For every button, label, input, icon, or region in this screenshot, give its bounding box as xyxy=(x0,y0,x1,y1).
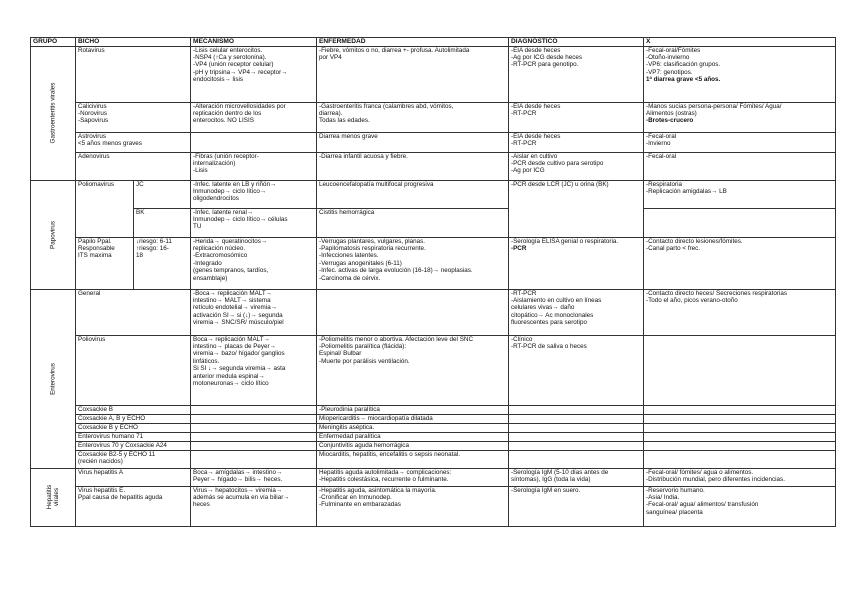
bicho-cell: Coxsackie A, B y ECHO xyxy=(76,414,191,423)
diagnostico-cell: -EIA desde heces -RT-PCR xyxy=(509,102,644,132)
diagnostico-cell: -EIA desde heces -RT-PCR xyxy=(509,132,644,152)
header-bicho: BICHO xyxy=(76,38,191,47)
mecanismo-cell xyxy=(191,423,317,432)
mecanismo-cell: -Lisis celular enterocitos. -NSP4 (↑Ca y serotonina). -VP4 (unión receptor celular) -pH y tripsina→ VP4→ receptor→ endocitosis→ lisis xyxy=(191,46,317,102)
x-cell: -Fecal-oral -Invierno xyxy=(644,132,836,152)
bicho-cell: Enterovirus 70 y Coxsackie A24 xyxy=(76,441,191,450)
sub-cell: JC xyxy=(134,180,191,208)
bicho-cell: Coxsackie B2-5 y ECHO 11 (recién nacidos) xyxy=(76,450,191,468)
enfermedad-cell: -Fiebre, vómitos o no, diarrea +- profusa. Autolimitada por VP4 xyxy=(317,46,509,102)
enfermedad-cell: Cistitis hemorrágica xyxy=(317,208,509,237)
diagnostico-cell xyxy=(509,432,644,441)
enfermedad-cell: Leucoencefalopatía multifocal progresiva xyxy=(317,180,509,208)
mecanismo-cell: -Infec. latente renal→ Inmunodep→ ciclo lítico→ células TU xyxy=(191,208,317,237)
diagnostico-cell: -Serología IgM en suero. xyxy=(509,486,644,526)
enfermedad-cell: -Verrugas plantares, vulgares, planas. -Papilomatosis respiratoria recurrente. -Infecciones latentes. -Verrugas anogenitales (6-11) -Infec. activas de larga evolución (16-18)→ neoplasias. -Carcinoma de cérvix. xyxy=(317,237,509,289)
header-x: X xyxy=(644,38,836,47)
x-cell: -Contacto directo heces/ Secreciones respiratorias -Todo el año, picos verano-otoño xyxy=(644,289,836,335)
sub-cell: ↓riesgo: 6-11 ↑riesgo: 16- 18 xyxy=(134,237,191,289)
table-row-enterovirus-71 xyxy=(31,432,836,441)
enfermedad-cell: Meningitis aséptica. xyxy=(317,423,509,432)
x-cell: -Fecal-oral/Fómites -Otoño-invierno -VP6: clasificación grupos. -VP7: genotipos. 1ª diarrea grave <5 años. xyxy=(644,46,836,102)
group-gastroenteritis: Gastroenteritis virales xyxy=(31,46,76,180)
table-row-poliomavirus-bk xyxy=(31,208,836,237)
bicho-cell: Papilo Ppal. Responsable ITS maxima xyxy=(76,237,134,289)
diagnostico-cell xyxy=(509,441,644,450)
bicho-cell: Virus hepatitis A xyxy=(76,468,191,486)
table-row-coxsackie-b xyxy=(31,405,836,414)
table-row-calicivirus xyxy=(31,102,836,132)
diagnostico-cell xyxy=(509,414,644,423)
bicho-cell: Astrovirus <5 años menos graves xyxy=(76,132,191,152)
mecanismo-cell: -Herida→ queratinocitos→ replicación núcleo. -Extracromosómico -Integrado (genes tempranos, tardíos, ensamblaje) xyxy=(191,237,317,289)
table-row-coxsackie-b25 xyxy=(31,450,836,468)
table-row-rotavirus xyxy=(31,46,836,102)
table-row-coxsackie-abe xyxy=(31,414,836,423)
header-enfermedad: ENFERMEDAD xyxy=(317,38,509,47)
group-papovirus: Papovirus xyxy=(31,180,76,289)
enfermedad-cell: Enfermedad paralítica xyxy=(317,432,509,441)
enfermedad-cell: -Diarrea infantil acuosa y fiebre. xyxy=(317,152,509,180)
mecanismo-cell xyxy=(191,405,317,414)
bicho-cell: Adenovirus xyxy=(76,152,191,180)
diagnostico-cell: -EIA desde heces -Ag por ICG desde heces -RT-PCR para genotipo. xyxy=(509,46,644,102)
diagnostico-cell xyxy=(509,450,644,468)
x-cell xyxy=(644,335,836,405)
table-row-enterovirus-70 xyxy=(31,441,836,450)
mecanismo-cell: -Fibras (unión receptor- internalización) -Lisis xyxy=(191,152,317,180)
mecanismo-cell: -Boca→ replicación MALT→ intestino→ MALT→ sistema retículo endotelial→ viremia→ activación SI→ si (↓)→ segunda viremia→ SNC/SR/ músculo/piel xyxy=(191,289,317,335)
mecanismo-cell xyxy=(191,432,317,441)
bicho-cell: Coxsackie B xyxy=(76,405,191,414)
bicho-cell: Coxsackie B y ECHO xyxy=(76,423,191,432)
x-cell xyxy=(644,405,836,414)
mecanismo-cell: -Alteración microvellosidades por replicación dentro de los enterocitos. NO LISIS xyxy=(191,102,317,132)
mecanismo-cell xyxy=(191,414,317,423)
x-cell: -Fecal-oral/ fómites/ agua o alimentos. -Distribución mundial, pero diferentes incidencias. xyxy=(644,468,836,486)
x-cell: -Manos sucias persona-persona/ Fómites/ Agua/ Alimentos (ostras) -Brotes-crucero xyxy=(644,102,836,132)
enfermedad-cell: -Gastroenteritis franca (calambres abd, vómitos, diarrea). Todas las edades. xyxy=(317,102,509,132)
diagnostico-cell: -Clínico -RT-PCR de saliva o heces xyxy=(509,335,644,405)
table-row-adenovirus xyxy=(31,152,836,180)
header-row xyxy=(31,38,836,47)
table-row-poliomavirus-jc xyxy=(31,180,836,208)
enfermedad-cell: Miocarditis, hepatitis, encefalitis o sepsis neonatal. xyxy=(317,450,509,468)
x-cell xyxy=(644,414,836,423)
x-cell xyxy=(644,208,836,237)
table-row-hepatitis-a xyxy=(31,468,836,486)
x-cell: -Contacto directo lesiones/fómites. -Canal parto < frec. xyxy=(644,237,836,289)
mecanismo-cell xyxy=(191,450,317,468)
header-mecanismo: MECANISMO xyxy=(191,38,317,47)
mecanismo-cell: Virus→ hepatocitos→ viremia→ además se acumula en vía biliar→ heces xyxy=(191,486,317,526)
enfermedad-cell: Conjuntivitis aguda hemorrágica xyxy=(317,441,509,450)
enfermedad-cell: Miopericarditis→ miocardiopatía dilatada xyxy=(317,414,509,423)
bicho-cell: Calicivirus -Norovirus -Sapovirus xyxy=(76,102,191,132)
mecanismo-cell: -Infec. latente en LB y riñón→ Inmunodep→ ciclo lítico→ oligodendrocitos xyxy=(191,180,317,208)
bicho-cell: Enterovirus humano 71 xyxy=(76,432,191,441)
x-cell: -Reservorio humano. -Asia/ India. -Fecal-oral/ agua/ alimentos/ transfusión sanguínea/ placenta xyxy=(644,486,836,526)
mecanismo-cell: Boca→ replicación MALT→ intestino→ placas de Peyer→ viremia→ bazo/ hígado/ ganglios linfáticos. Si SI ↓→ segunda viremia→ asta anterior medula espinal→ motoneuronas→ ciclo lítico xyxy=(191,335,317,405)
enfermedad-cell: Diarrea menos grave xyxy=(317,132,509,152)
diagnostico-cell: -PCR desde LCR (JC) u orina (BK) xyxy=(509,180,644,237)
bicho-cell: Virus hepatitis E. Ppal causa de hepatitis aguda xyxy=(76,486,191,526)
virus-table xyxy=(30,37,836,527)
table-row-coxsackie-be xyxy=(31,423,836,432)
x-cell xyxy=(644,441,836,450)
group-hepatitis: Hepatitis virales xyxy=(31,468,76,526)
diagnostico-cell: -Serología ELISA genial o respiratoria. -PCR xyxy=(509,237,644,289)
header-diagnostico: DIAGNÓSTICO xyxy=(509,38,644,47)
bicho-cell: Poliomavirus xyxy=(76,180,134,237)
enfermedad-cell: -Poliomelitis menor o abortiva. Afectación leve del SNC -Poliomelitis paralítica (flácida): Espinal/ Bulbar -Muerte por parálisis ventilación. xyxy=(317,335,509,405)
sub-cell: BK xyxy=(134,208,191,237)
enfermedad-cell: Hepatitis aguda autolimitada→ complicaciones: -Hepatitis colestásica, recurrente o fulminante. xyxy=(317,468,509,486)
diagnostico-cell xyxy=(509,423,644,432)
table-row-hepatitis-e xyxy=(31,486,836,526)
x-cell xyxy=(644,423,836,432)
enfermedad-cell: -Pleurodinia paralítica xyxy=(317,405,509,414)
table-row-astrovirus xyxy=(31,132,836,152)
x-cell: -Respiratoria -Replicación amigdalas→ LB xyxy=(644,180,836,208)
bicho-cell: Rotavirus xyxy=(76,46,191,102)
table-row-poliovirus xyxy=(31,335,836,405)
bicho-cell: General xyxy=(76,289,191,335)
x-cell xyxy=(644,432,836,441)
diagnostico-cell: -Serología IgM (5-10 días antes de síntomas), IgG (toda la vida) xyxy=(509,468,644,486)
enfermedad-cell xyxy=(317,289,509,335)
table-row-papiloma xyxy=(31,237,836,289)
enfermedad-cell: -Hepatitis aguda, asintomática la mayoría. -Cronificar en Inmunodep. -Fulminante en embarazadas xyxy=(317,486,509,526)
group-enterovirus: Enterovirus xyxy=(31,289,76,468)
mecanismo-cell: Boca→ amígdalas→ intestino→ Peyer→ hígado→ bilis→ heces. xyxy=(191,468,317,486)
x-cell xyxy=(644,450,836,468)
bicho-cell: Poliovirus xyxy=(76,335,191,405)
table-row-entero-general xyxy=(31,289,836,335)
diagnostico-cell: -Aislar en cultivo -PCR desde cultivo para serotipo -Ag por ICG xyxy=(509,152,644,180)
diagnostico-cell: -RT-PCR -Aislamiento en cultivo en líneas celulares vivas→ daño citopático→ Ac monoclonales fluorescentes para serotipo xyxy=(509,289,644,335)
diagnostico-cell xyxy=(509,405,644,414)
mecanismo-cell xyxy=(191,441,317,450)
header-grupo: GRUPO xyxy=(31,38,76,47)
x-cell: -Fecal-oral xyxy=(644,152,836,180)
mecanismo-cell xyxy=(191,132,317,152)
